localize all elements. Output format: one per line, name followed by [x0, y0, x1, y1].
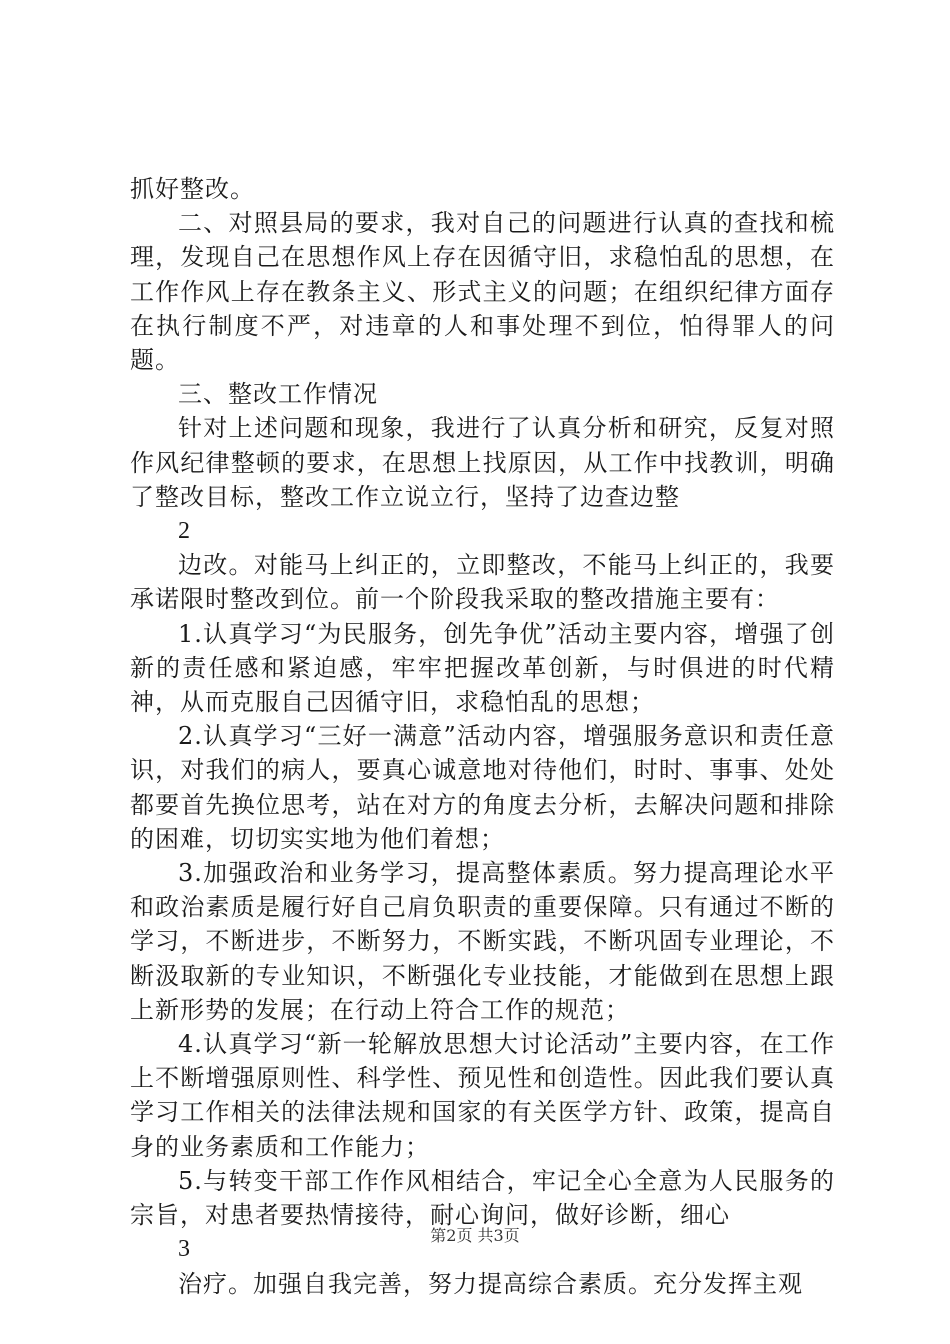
page-footer: 第2页 共3页: [430, 1226, 520, 1245]
section-heading: 三、整改工作情况: [178, 380, 378, 409]
page-number-marker: 2: [178, 518, 191, 545]
list-item: 4.认真学习“新一轮解放思想大讨论活动”主要内容，在工作上不断增强原则性、科学性、预见性和创造性。因此我们要认真学习工作相关的法律法规和国家的有关医学方针、政策，提高自身的业务素质和工作能力；: [130, 1030, 835, 1161]
paragraph: 针对上述问题和现象，我进行了认真分析和研究，反复对照作风纪律整顿的要求，在思想上找原因，从工作中找教训，明确了整改目标，整改工作立说立行，坚持了边查边整: [130, 414, 835, 511]
paragraph: 二、对照县局的要求，我对自己的问题进行认真的查找和梳理，发现自己在思想作风上存在因循守旧，求稳怕乱的思想，在工作作风上存在教条主义、形式主义的问题；在组织纪律方面存在执行制度不严，对违章的人和事处理不到位，怕得罪人的问题。: [130, 209, 835, 375]
page-number-marker: 3: [178, 1236, 191, 1263]
paragraph: 治疗。加强自我完善，努力提高综合素质。充分发挥主观: [178, 1269, 803, 1298]
list-item: 1.认真学习“为民服务，创先争优”活动主要内容，增强了创新的责任感和紧迫感，牢牢把握改革创新，与时俱进的时代精神，从而克服自己因循守旧，求稳怕乱的思想；: [130, 619, 835, 717]
document-body: [130, 172, 835, 1301]
list-item: 5.与转变干部工作作风相结合，牢记全心全意为人民服务的宗旨，对患者要热情接待，耐心询问，做好诊断，细心: [130, 1166, 835, 1230]
paragraph: 抓好整改。: [130, 175, 255, 203]
paragraph: 边改。对能马上纠正的，立即整改，不能马上纠正的，我要承诺限时整改到位。前一个阶段我采取的整改措施主要有：: [130, 551, 835, 614]
list-item: 2.认真学习“三好一满意”活动内容，增强服务意识和责任意识，对我们的病人，要真心诚意地对待他们，时时、事事、处处都要首先换位思考，站在对方的角度去分析，去解决问题和排除的困难，切切实实地为他们着想；: [130, 722, 835, 853]
list-item: 3.加强政治和业务学习，提高整体素质。努力提高理论水平和政治素质是履行好自己肩负职责的重要保障。只有通过不断的学习，不断进步，不断努力，不断实践，不断巩固专业理论，不断汲取新的专业知识，不断强化专业技能，才能做到在思想上跟上新形势的发展；在行动上符合工作的规范；: [130, 859, 835, 1024]
